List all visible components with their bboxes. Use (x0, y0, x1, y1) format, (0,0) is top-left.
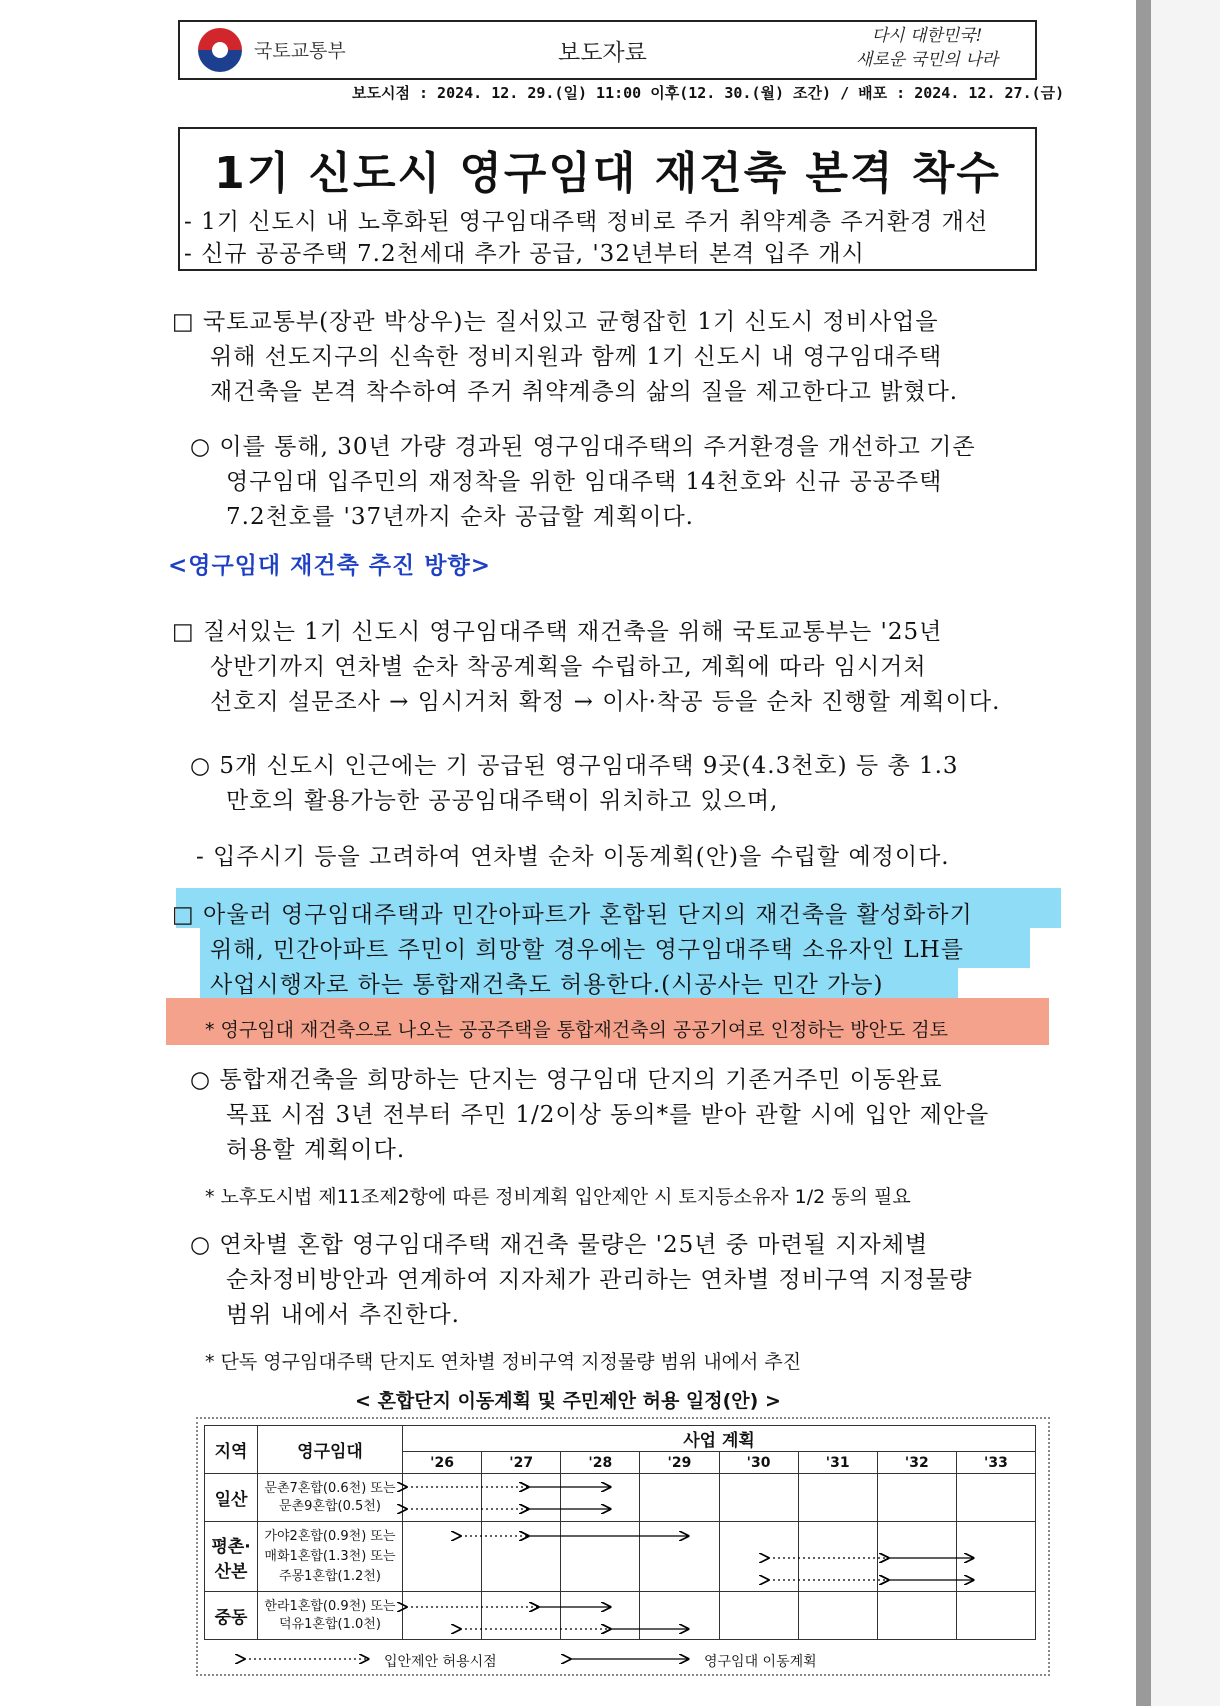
site-line: 한라1혼합(0.9천) 또는 (264, 1598, 396, 1614)
paragraph-line: ○ 연차별 혼합 영구임대주택 재건축 물량은 '25년 중 마련될 지자체별 (190, 1232, 929, 1258)
paragraph-5: - 입주시기 등을 고려하여 연차별 순차 이동계획(안)을 수립할 예정이다. (196, 844, 950, 870)
paragraph-line: □ 질서있는 1기 신도시 영구임대주택 재건축을 위해 국토교통부는 '25년 (172, 619, 943, 645)
year-header: '31 (798, 1452, 877, 1474)
document-header (178, 20, 1037, 80)
paragraph-line: 범위 내에서 추진한다. (226, 1302, 460, 1328)
year-header: '28 (561, 1452, 640, 1474)
press-release-label: 보도자료 (558, 40, 647, 66)
slogan-line-2: 새로운 국민의 나라 (855, 50, 999, 70)
subtitle-1: - 1기 신도시 내 노후화된 영구임대주택 정비로 주거 취약계층 주거환경 개선 (184, 209, 989, 235)
paragraph-7 (190, 1063, 989, 1168)
site-line: 문촌9혼합(0.5천) (279, 1498, 381, 1514)
paragraph-2 (190, 430, 976, 535)
paragraph-line: 재건축을 본격 착수하여 주거 취약계층의 삶의 질을 제고한다고 밝혔다. (210, 379, 959, 405)
region-cell: 일산 (205, 1474, 258, 1522)
paragraph-line: 사업시행자로 하는 통합재건축도 허용한다.(시공사는 민간 가능) (210, 972, 884, 998)
schedule-arrows (198, 1419, 1048, 1674)
header-rental: 영구임대 (258, 1426, 403, 1474)
year-header: '27 (482, 1452, 561, 1474)
paragraph-8 (190, 1228, 972, 1333)
paragraph-line: 허용할 계획이다. (226, 1137, 406, 1163)
ministry-logo-icon (198, 28, 242, 72)
region-cell: 평촌·산본 (205, 1522, 258, 1592)
table-caption: < 혼합단지 이동계획 및 주민제안 허용 일정(안) > (355, 1390, 781, 1412)
legend-dotted-label: 입안제안 허용시점 (384, 1654, 497, 1670)
paragraph-line: □ 아울러 영구임대주택과 민간아파트가 혼합된 단지의 재건축을 활성화하기 (172, 902, 973, 928)
page-title: 1기 신도시 영구임대 재건축 본격 착수 (214, 148, 1001, 199)
paragraph-line: ○ 5개 신도시 인근에는 기 공급된 영구임대주택 9곳(4.3천호) 등 총 1.3 (190, 753, 959, 779)
slogan-line-1: 다시 대한민국! (871, 26, 983, 46)
footnote-2: * 노후도시법 제11조제2항에 따른 정비계획 입안제안 시 토지등소유자 1/2 동의 필요 (205, 1186, 911, 1208)
paragraph-line: 영구임대 입주민의 재정착을 위한 임대주택 14천호와 신규 공공주택 (226, 469, 943, 495)
scrollbar-track[interactable] (1136, 0, 1151, 1706)
site-line: 가야2혼합(0.9천) 또는 (264, 1528, 396, 1544)
paragraph-line: 위해 선도지구의 신속한 정비지원과 함께 1기 신도시 내 영구임대주택 (210, 344, 943, 370)
header-region: 지역 (205, 1426, 258, 1474)
paragraph-line: 상반기까지 연차별 순차 착공계획을 수립하고, 계획에 따라 임시거처 (210, 654, 927, 680)
slogan (827, 24, 1027, 72)
side-margin (1151, 0, 1220, 1706)
year-header: '32 (877, 1452, 956, 1474)
site-line: 덕유1혼합(1.0천) (279, 1616, 381, 1632)
release-info: 보도시점 : 2024. 12. 29.(일) 11:00 이후(12. 30.(월) 조간) / 배포 : 2024. 12. 27.(금) (352, 84, 1065, 102)
footnote-3: * 단독 영구임대주택 단지도 연차별 정비구역 지정물량 범위 내에서 추진 (205, 1351, 802, 1373)
paragraph-line: ○ 이를 통해, 30년 가량 경과된 영구임대주택의 주거환경을 개선하고 기존 (190, 434, 976, 460)
paragraph-line: 만호의 활용가능한 공공임대주택이 위치하고 있으며, (226, 788, 779, 814)
year-header: '26 (403, 1452, 482, 1474)
paragraph-4 (190, 749, 959, 819)
paragraph-line: 위해, 민간아파트 주민이 희망할 경우에는 영구임대주택 소유자인 LH를 (210, 937, 964, 963)
subtitle-2: - 신규 공공주택 7.2천세대 추가 공급, '32년부터 본격 입주 개시 (184, 241, 865, 267)
year-header: '30 (719, 1452, 798, 1474)
site-line: 주몽1혼합(1.2천) (279, 1568, 381, 1584)
year-header: '33 (956, 1452, 1035, 1474)
site-line: 매화1혼합(1.3천) 또는 (264, 1548, 396, 1564)
title-box (178, 127, 1037, 271)
ministry-name: 국토교통부 (254, 40, 346, 62)
footnote-1: * 영구임대 재건축으로 나오는 공공주택을 통합재건축의 공공기여로 인정하는 방안도 검토 (205, 1019, 948, 1041)
section-heading: <영구임대 재건축 추진 방향> (168, 552, 491, 579)
paragraph-line: ○ 통합재건축을 희망하는 단지는 영구임대 단지의 기존거주민 이동완료 (190, 1067, 943, 1093)
region-cell: 중동 (205, 1592, 258, 1640)
paragraph-6 (172, 898, 973, 1003)
paragraph-line: 7.2천호를 '37년까지 순차 공급할 계획이다. (226, 504, 694, 530)
site-line: 문촌7혼합(0.6천) 또는 (264, 1480, 396, 1496)
year-header: '29 (640, 1452, 719, 1474)
header-plan: 사업 계획 (403, 1426, 1036, 1452)
paragraph-line: 목표 시점 3년 전부터 주민 1/2이상 동의*를 받아 관할 시에 입안 제안을 (226, 1102, 990, 1128)
paragraph-line: □ 국토교통부(장관 박상우)는 질서있고 균형잡힌 1기 신도시 정비사업을 (172, 309, 939, 335)
paragraph-3 (172, 615, 1000, 720)
legend-solid-label: 영구임대 이동계획 (704, 1654, 817, 1670)
paragraph-line: 순차정비방안과 연계하여 지자체가 관리하는 연차별 정비구역 지정물량 (226, 1267, 973, 1293)
schedule-table (196, 1417, 1050, 1676)
paragraph-line: 선호지 설문조사 → 임시거처 확정 → 이사·착공 등을 순차 진행할 계획이다. (210, 689, 1001, 715)
paragraph-1 (172, 305, 958, 410)
